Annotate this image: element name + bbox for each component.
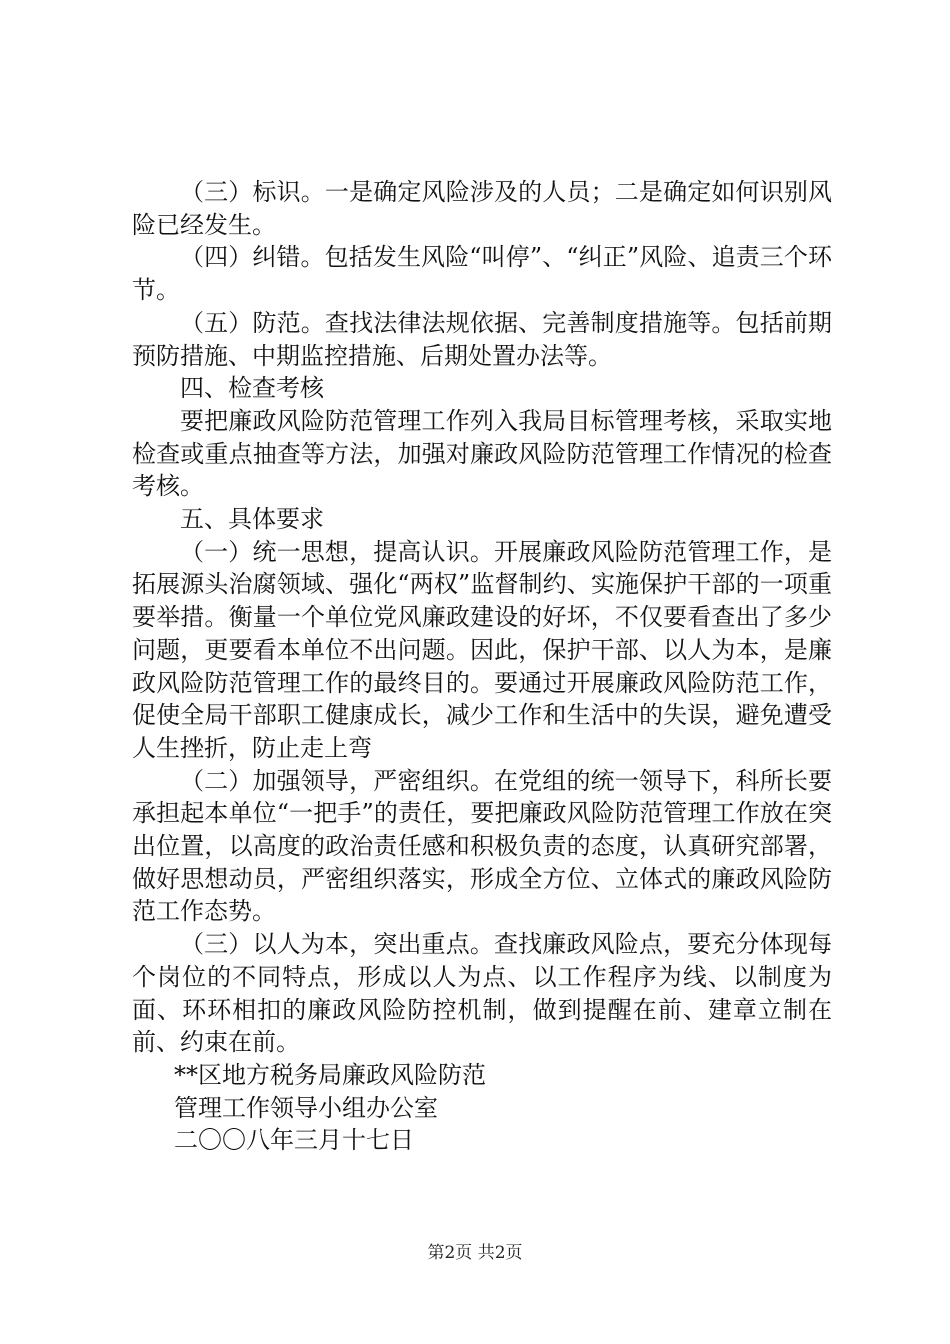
paragraph-inspection: 要把廉政风险防范管理工作列入我局目标管理考核，采取实地检查或重点抽查等方法，加强对廉政风险防范管理工作情况的检查考核。 xyxy=(132,406,832,501)
paragraph-requirement-3: （三）以人为本，突出重点。查找廉政风险点，要充分体现每个岗位的不同特点，形成以人为点、以工作程序为线、以制度为面、环环相扣的廉政风险防控机制，做到提醒在前、建章立制在前、约束在前。 xyxy=(132,930,832,1057)
paragraph-requirement-1: （一）统一思想，提高认识。开展廉政风险防范管理工作，是拓展源头治腐领域、强化“两权”监督制约、实施保护干部的一项重要举措。衡量一个单位党风廉政建设的好坏，不仅要看查出了多少问题，更要看本单位不出问题。因此，保护干部、以人为本，是廉政风险防范管理工作的最终目的。要通过开展廉政风险防范工作，促使全局干部职工健康成长，减少工作和生活中的失误，避免遭受人生挫折，防止走上弯 xyxy=(132,537,832,762)
signature-date: 二〇〇八年三月十七日 xyxy=(174,1126,414,1155)
paragraph-correction: （四）纠错。包括发生风险“叫停”、“纠正”风险、追责三个环节。 xyxy=(132,243,832,305)
paragraph-prevention: （五）防范。查找法律法规依据、完善制度措施等。包括前期预防措施、中期监控措施、后期处置办法等。 xyxy=(132,308,832,370)
page-footer xyxy=(0,1242,950,1264)
paragraph-identification: （三）标识。一是确定风险涉及的人员；二是确定如何识别风险已经发生。 xyxy=(132,178,832,239)
section-heading-requirements: 五、具体要求 xyxy=(180,505,324,534)
signature-line-2: 管理工作领导小组办公室 xyxy=(174,1093,438,1122)
document-body xyxy=(132,176,832,1157)
section-heading-inspection: 四、检查考核 xyxy=(180,374,324,403)
signature-line-1: **区地方税务局廉政风险防范 xyxy=(174,1060,486,1089)
page-number-label: 第2页 共2页 xyxy=(427,1243,523,1263)
paragraph-requirement-2: （二）加强领导，严密组织。在党组的统一领导下，科所长要承担起本单位“一把手”的责任，要把廉政风险防范管理工作放在突出位置，以高度的政治责任感和积极负责的态度，认真研究部署，做好思想动员，严密组织落实，形成全方位、立体式的廉政风险防范工作态势。 xyxy=(132,766,832,926)
